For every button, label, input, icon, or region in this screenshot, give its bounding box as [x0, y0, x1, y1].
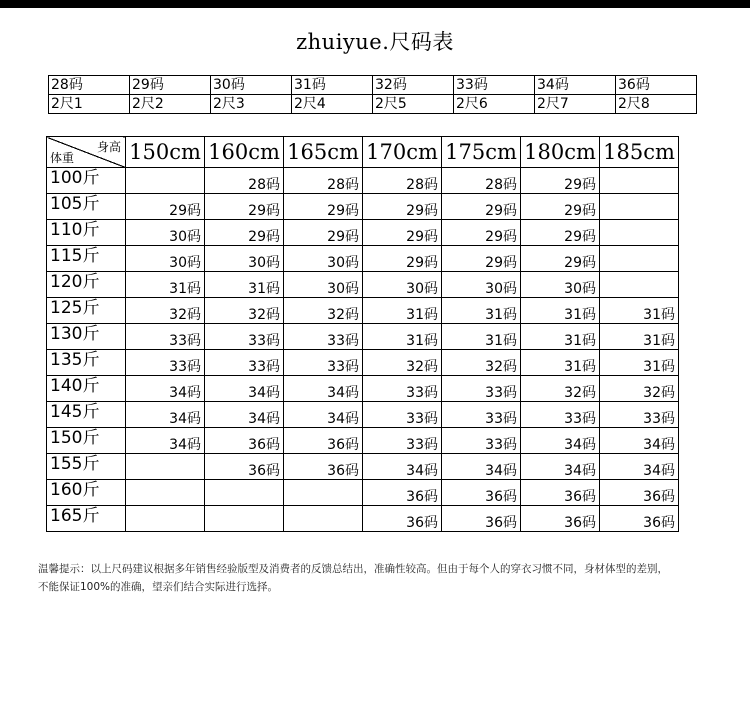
size-cell: 33码 [284, 324, 363, 350]
size-cell [126, 454, 205, 480]
size-cell [284, 506, 363, 532]
top-border-bar [0, 0, 750, 8]
table-row [47, 454, 679, 480]
waist-measure-cell: 2尺7 [535, 95, 616, 114]
size-cell: 29码 [442, 246, 521, 272]
waist-measure-cell: 2尺5 [373, 95, 454, 114]
table-row [47, 298, 679, 324]
table-row [47, 272, 679, 298]
size-cell: 28码 [284, 168, 363, 194]
size-cell [600, 194, 679, 220]
corner-weight-label: 体重 [50, 151, 75, 165]
waist-measure-cell: 2尺4 [292, 95, 373, 114]
waist-size-row [49, 76, 697, 95]
size-cell: 33码 [205, 324, 284, 350]
height-header-cell: 150cm [126, 137, 205, 168]
size-cell: 34码 [205, 402, 284, 428]
size-cell: 34码 [126, 428, 205, 454]
size-cell: 29码 [284, 220, 363, 246]
waist-measure-row [49, 95, 697, 114]
table-row [47, 168, 679, 194]
size-cell: 33码 [600, 402, 679, 428]
size-cell: 32码 [442, 350, 521, 376]
size-cell: 36码 [363, 480, 442, 506]
weight-cell: 130斤 [47, 324, 126, 350]
size-cell: 30码 [363, 272, 442, 298]
waist-size-cell: 28码 [49, 76, 130, 95]
size-cell: 36码 [284, 428, 363, 454]
size-cell: 28码 [205, 168, 284, 194]
size-cell: 29码 [363, 194, 442, 220]
table-row [47, 506, 679, 532]
size-cell [600, 168, 679, 194]
size-cell: 36码 [363, 506, 442, 532]
table-row [47, 246, 679, 272]
size-cell: 36码 [521, 480, 600, 506]
height-header-cell: 170cm [363, 137, 442, 168]
waist-measure-cell: 2尺6 [454, 95, 535, 114]
weight-cell: 110斤 [47, 220, 126, 246]
size-cell: 31码 [521, 324, 600, 350]
waist-measure-cell: 2尺3 [211, 95, 292, 114]
size-cell: 33码 [442, 376, 521, 402]
waist-size-cell: 30码 [211, 76, 292, 95]
size-cell: 33码 [284, 350, 363, 376]
size-cell [600, 272, 679, 298]
waist-measure-cell: 2尺8 [616, 95, 697, 114]
corner-header-cell [47, 137, 126, 168]
weight-cell: 155斤 [47, 454, 126, 480]
size-cell: 31码 [521, 350, 600, 376]
size-cell: 29码 [442, 220, 521, 246]
size-cell [600, 246, 679, 272]
waist-size-cell: 32码 [373, 76, 454, 95]
weight-cell: 140斤 [47, 376, 126, 402]
size-cell: 36码 [442, 480, 521, 506]
size-cell: 29码 [363, 220, 442, 246]
size-cell: 29码 [521, 246, 600, 272]
size-cell: 29码 [521, 220, 600, 246]
size-cell: 32码 [521, 376, 600, 402]
size-cell: 36码 [284, 454, 363, 480]
size-cell: 34码 [205, 376, 284, 402]
table-row [47, 428, 679, 454]
size-cell: 33码 [442, 402, 521, 428]
size-cell [126, 506, 205, 532]
height-header-row [47, 137, 679, 168]
waist-size-cell: 36码 [616, 76, 697, 95]
corner-height-label: 身高 [96, 140, 121, 154]
weight-cell: 120斤 [47, 272, 126, 298]
sizing-note-line-2: 不能保证100%的准确，望亲们结合实际进行选择。 [38, 581, 279, 593]
size-cell: 29码 [521, 194, 600, 220]
height-header-cell: 175cm [442, 137, 521, 168]
size-cell: 34码 [284, 376, 363, 402]
size-cell: 31码 [442, 324, 521, 350]
size-chart-table [46, 136, 679, 532]
size-cell: 30码 [284, 272, 363, 298]
waist-size-cell: 29码 [130, 76, 211, 95]
height-header-cell: 160cm [205, 137, 284, 168]
height-header-cell: 165cm [284, 137, 363, 168]
size-cell: 31码 [600, 298, 679, 324]
weight-cell: 145斤 [47, 402, 126, 428]
size-cell: 33码 [126, 324, 205, 350]
table-row [47, 376, 679, 402]
weight-cell: 115斤 [47, 246, 126, 272]
weight-cell: 105斤 [47, 194, 126, 220]
size-cell: 32码 [126, 298, 205, 324]
size-cell: 34码 [284, 402, 363, 428]
waist-size-cell: 33码 [454, 76, 535, 95]
size-cell: 33码 [363, 402, 442, 428]
size-chart-body [47, 168, 679, 532]
size-cell: 34码 [521, 428, 600, 454]
size-cell [284, 480, 363, 506]
waist-size-cell: 34码 [535, 76, 616, 95]
table-row [47, 350, 679, 376]
size-cell: 36码 [521, 506, 600, 532]
size-cell: 36码 [600, 480, 679, 506]
waist-measure-cell: 2尺1 [49, 95, 130, 114]
size-cell [126, 480, 205, 506]
size-cell: 29码 [521, 168, 600, 194]
size-cell: 32码 [600, 376, 679, 402]
size-cell: 36码 [205, 428, 284, 454]
size-cell: 31码 [363, 298, 442, 324]
size-cell: 30码 [126, 246, 205, 272]
size-cell: 31码 [363, 324, 442, 350]
size-cell: 33码 [363, 376, 442, 402]
weight-cell: 165斤 [47, 506, 126, 532]
size-cell: 33码 [205, 350, 284, 376]
size-cell: 31码 [205, 272, 284, 298]
weight-cell: 160斤 [47, 480, 126, 506]
size-cell [126, 168, 205, 194]
size-cell: 30码 [521, 272, 600, 298]
height-header-cell: 180cm [521, 137, 600, 168]
table-row [47, 324, 679, 350]
size-cell: 29码 [205, 194, 284, 220]
size-cell: 32码 [205, 298, 284, 324]
size-cell: 28码 [442, 168, 521, 194]
size-cell: 34码 [442, 454, 521, 480]
weight-cell: 150斤 [47, 428, 126, 454]
size-cell: 34码 [126, 376, 205, 402]
size-cell: 31码 [442, 298, 521, 324]
size-cell: 34码 [600, 428, 679, 454]
size-cell: 31码 [126, 272, 205, 298]
size-cell: 32码 [363, 350, 442, 376]
sizing-note [38, 560, 728, 596]
size-cell: 30码 [284, 246, 363, 272]
size-cell: 36码 [205, 454, 284, 480]
size-cell: 30码 [205, 246, 284, 272]
size-cell: 34码 [126, 402, 205, 428]
size-cell: 31码 [600, 350, 679, 376]
page-title: zhuiyue.尺码表 [296, 30, 454, 54]
sizing-note-line-1: 温馨提示：以上尺码建议根据多年销售经验版型及消费者的反馈总结出，准确性较高。但由于每个人的穿衣习惯不同，身材体型的差别， [38, 563, 668, 575]
weight-cell: 125斤 [47, 298, 126, 324]
table-row [47, 220, 679, 246]
size-cell: 29码 [442, 194, 521, 220]
waist-size-cell: 31码 [292, 76, 373, 95]
weight-cell: 135斤 [47, 350, 126, 376]
size-cell [205, 480, 284, 506]
size-cell: 36码 [442, 506, 521, 532]
size-cell: 33码 [126, 350, 205, 376]
table-row [47, 402, 679, 428]
size-cell: 29码 [126, 194, 205, 220]
waist-measure-cell: 2尺2 [130, 95, 211, 114]
size-cell: 29码 [205, 220, 284, 246]
weight-cell: 100斤 [47, 168, 126, 194]
size-cell [600, 220, 679, 246]
size-cell: 34码 [600, 454, 679, 480]
size-cell: 36码 [600, 506, 679, 532]
size-cell: 34码 [521, 454, 600, 480]
size-cell: 29码 [284, 194, 363, 220]
size-cell: 33码 [442, 428, 521, 454]
size-cell: 28码 [363, 168, 442, 194]
size-cell [205, 506, 284, 532]
size-cell: 31码 [521, 298, 600, 324]
size-cell: 31码 [600, 324, 679, 350]
size-cell: 30码 [442, 272, 521, 298]
waist-conversion-table [48, 75, 697, 114]
size-cell: 33码 [521, 402, 600, 428]
size-cell: 30码 [126, 220, 205, 246]
table-row [47, 480, 679, 506]
size-cell: 32码 [284, 298, 363, 324]
size-cell: 33码 [363, 428, 442, 454]
table-row [47, 194, 679, 220]
size-cell: 29码 [363, 246, 442, 272]
height-header-cell: 185cm [600, 137, 679, 168]
size-cell: 34码 [363, 454, 442, 480]
